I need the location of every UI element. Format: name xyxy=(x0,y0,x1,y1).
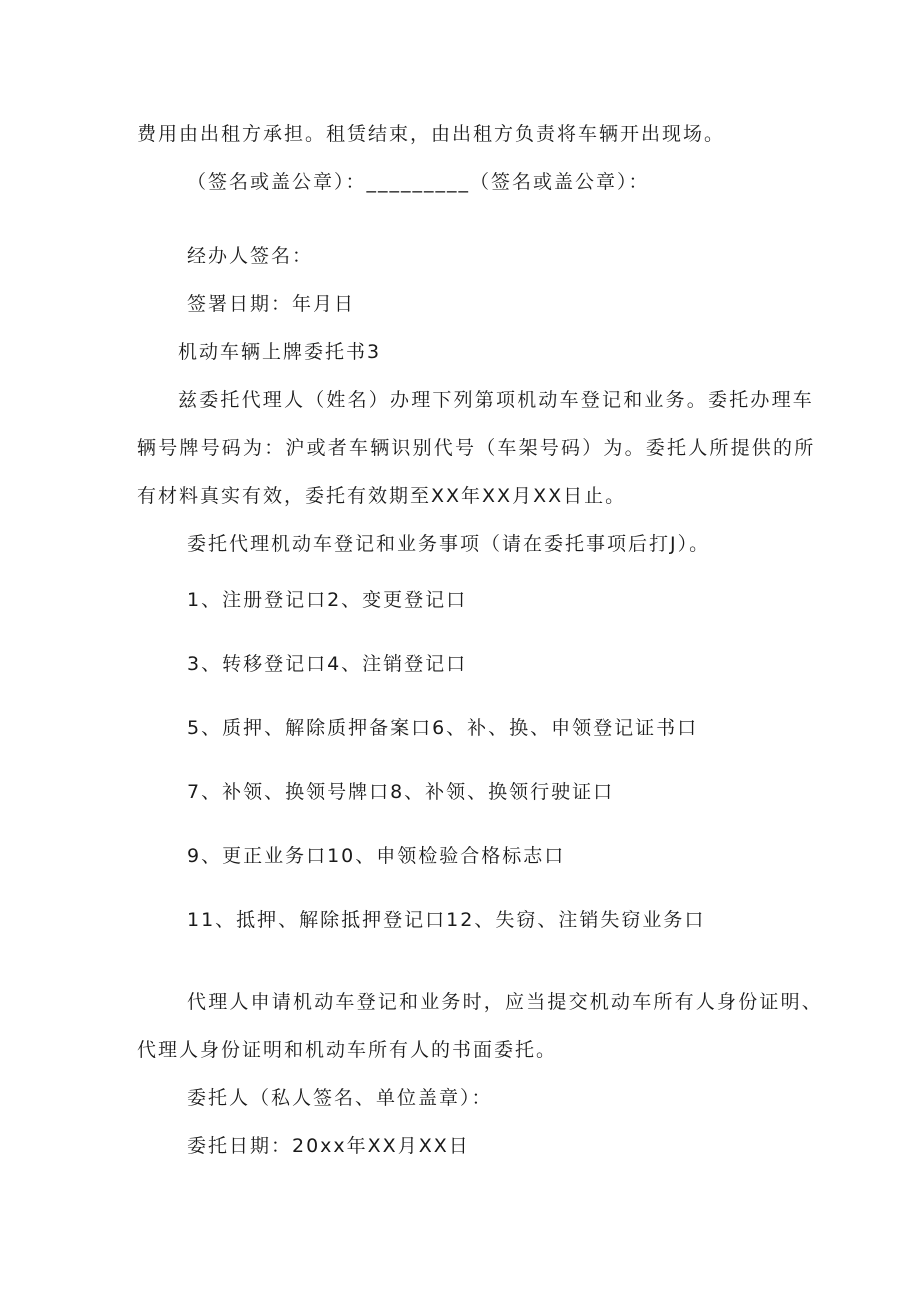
paragraph-requirements-line-2: 代理人身份证明和机动车所有人的书面委托。 xyxy=(137,1039,558,1061)
paragraph-authorization-line-3: 有材料真实有效，委托有效期至XX年XX月XX日止。 xyxy=(137,485,627,507)
list-item: 7、补领、换领号牌口8、补领、换领行驶证口 xyxy=(187,781,615,803)
list-item: 11、抵押、解除抵押登记口12、失窃、注销失窃业务口 xyxy=(187,909,706,931)
list-item: 3、转移登记口4、注销登记口 xyxy=(187,653,468,675)
paragraph-lease-end: 费用由出租方承担。租赁结束，由出租方负责将车辆开出现场。 xyxy=(137,123,726,145)
list-item: 5、质押、解除质押备案口6、补、换、申领登记证书口 xyxy=(187,717,699,739)
paragraph-requirements-line-1: 代理人申请机动车登记和业务时，应当提交机动车所有人身份证明、 xyxy=(187,991,824,1013)
section-title: 机动车辆上牌委托书3 xyxy=(178,341,382,363)
handler-signature-label: 经办人签名： xyxy=(187,245,314,267)
principal-signature-label: 委托人（私人签名、单位盖章）： xyxy=(187,1087,493,1109)
commission-date-label: 委托日期：20xx年XX月XX日 xyxy=(187,1135,470,1157)
list-item: 1、注册登记口2、变更登记口 xyxy=(187,589,468,611)
paragraph-authorization-line-1: 兹委托代理人（姓名）办理下列第项机动车登记和业务。委托办理车 xyxy=(178,389,815,411)
matters-intro: 委托代理机动车登记和业务事项（请在委托事项后打J）。 xyxy=(187,533,711,555)
list-item: 9、更正业务口10、申领检验合格标志口 xyxy=(187,845,566,867)
paragraph-authorization-line-2: 辆号牌号码为：沪或者车辆识别代号（车架号码）为。委托人所提供的所 xyxy=(137,437,816,459)
signing-date-label: 签署日期：年月日 xyxy=(187,293,356,315)
signature-line: （签名或盖公章）：_________（签名或盖公章）： xyxy=(187,171,650,193)
